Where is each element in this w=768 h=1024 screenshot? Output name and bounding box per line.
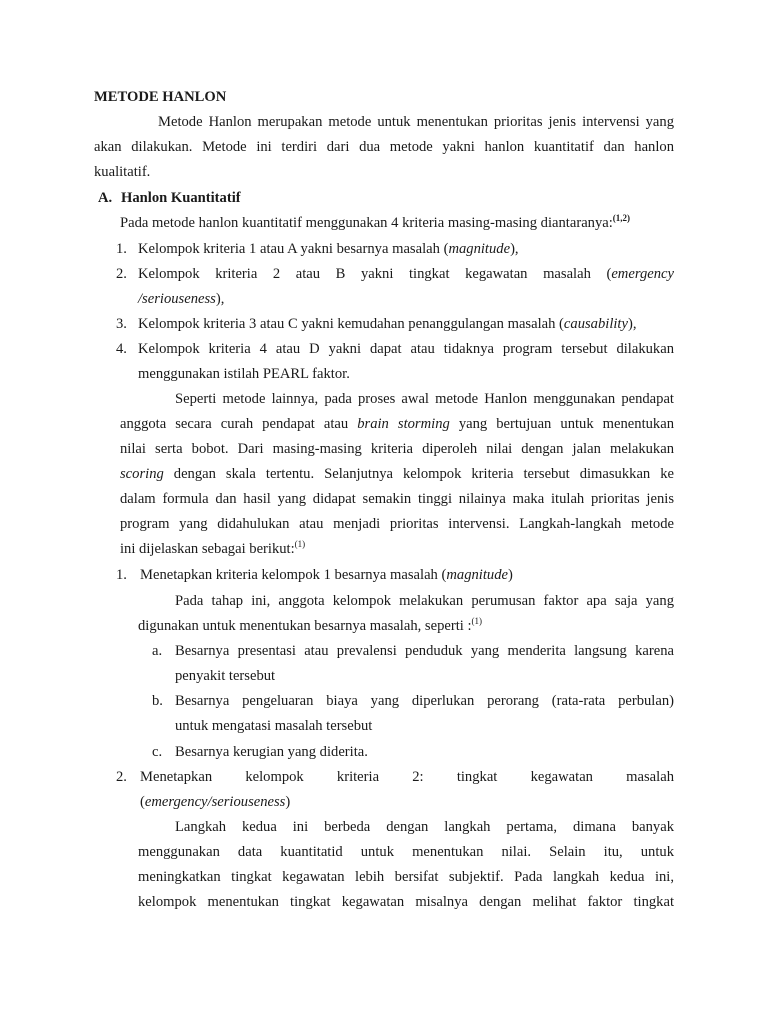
para2-line-7: ini dijelaskan sebagai berikut:$^{(1)}$	[120, 539, 306, 557]
sub-item-c-line-1: Besarnya kerugian yang diderita.	[175, 744, 368, 760]
criteria-number: 3.	[116, 316, 127, 332]
sub-item-marker: c.	[152, 744, 163, 760]
step2-para-line-3: meningkatkan tingkat kegawatan lebih bersifat subjektif. Pada langkah kedua ini,	[138, 869, 674, 885]
section-a-lead-text: Pada metode hanlon kuantitatif menggunakan 4 kriteria masing-masing diantaranya:	[120, 215, 613, 231]
citation-sup: (1,2)	[612, 213, 631, 223]
para2-line-2: anggota secara curah pendapat atau brain storming yang bertujuan untuk menentukan	[120, 416, 674, 432]
criteria-item-2: Kelompok kriteria 2 atau B yakni tingkat kegawatan masalah (emergency	[138, 266, 674, 282]
sub-item-marker: a.	[152, 643, 163, 659]
step1-para-line-1: Pada tahap ini, anggota kelompok melakukan perumusan faktor apa saja yang	[175, 593, 674, 609]
step1-heading: Menetapkan kriteria kelompok 1 besarnya masalah (magnitude)	[140, 567, 513, 583]
para2-line-6: program yang didahulukan atau menjadi prioritas intervensi. Langkah-langkah metode	[120, 516, 674, 532]
criteria-number: 4.	[116, 341, 127, 357]
step-number: 1.	[116, 567, 127, 583]
intro-line-2: akan dilakukan. Metode ini terdiri dari dua metode yakni hanlon kuantitatif dan hanlon	[94, 139, 674, 155]
criteria-item-2-cont: /seriouseness),	[138, 291, 225, 307]
intro-line-3: kualitatif.	[94, 164, 151, 180]
section-a-heading: Hanlon Kuantitatif	[121, 190, 241, 206]
section-a-marker: A.	[98, 190, 113, 206]
sub-item-b-line-1: Besarnya pengeluaran biaya yang diperlukan perorang (rata-rata perbulan)	[175, 693, 674, 709]
citation-sup: (1)	[294, 539, 306, 549]
para2-line-3: nilai serta bobot. Dari masing-masing kriteria diperoleh nilai dengan jalan melakukan	[120, 441, 674, 457]
sub-item-a-line-1: Besarnya presentasi atau prevalensi penduduk yang menderita langsung karena	[175, 643, 674, 659]
intro-line-1: Metode Hanlon merupakan metode untuk menentukan prioritas jenis intervensi yang	[158, 114, 674, 130]
para2-line-4: scoring dengan skala tertentu. Selanjutnya kelompok kriteria tersebut dimasukkan ke	[120, 466, 674, 482]
criteria-item-4-cont: menggunakan istilah PEARL faktor.	[138, 366, 350, 382]
para2-line-1: Seperti metode lainnya, pada proses awal metode Hanlon menggunakan pendapat	[175, 391, 674, 407]
step2-para-line-2: menggunakan data kuantitatid untuk menentukan nilai. Selain itu, untuk	[138, 844, 674, 860]
step2-heading-line-2: (emergency/seriouseness)	[140, 794, 291, 810]
section-a-lead	[120, 214, 630, 232]
criteria-number: 2.	[116, 266, 127, 282]
step2-heading-line-1: Menetapkan kelompok kriteria 2: tingkat kegawatan masalah	[140, 769, 674, 785]
criteria-number: 1.	[116, 241, 127, 257]
citation-sup: (1)	[471, 616, 483, 626]
step2-para-line-4: kelompok menentukan tingkat kegawatan misalnya dengan melihat faktor tingkat	[138, 894, 674, 910]
sub-item-a-line-2: penyakit tersebut	[175, 668, 276, 684]
document-title: METODE HANLON	[94, 89, 227, 105]
step2-para-line-1: Langkah kedua ini berbeda dengan langkah pertama, dimana banyak	[175, 819, 674, 835]
para2-line-5: dalam formula dan hasil yang didapat semakin tinggi nilainya maka itulah prioritas jenis	[120, 491, 674, 507]
sub-item-b-line-2: untuk mengatasi masalah tersebut	[175, 718, 373, 734]
sub-item-marker: b.	[152, 693, 163, 709]
criteria-item-3: Kelompok kriteria 3 atau C yakni kemudahan penanggulangan masalah (causability),	[138, 316, 637, 332]
step-number: 2.	[116, 769, 127, 785]
criteria-item-4: Kelompok kriteria 4 atau D yakni dapat atau tidaknya program tersebut dilakukan	[138, 341, 674, 357]
criteria-item-1: Kelompok kriteria 1 atau A yakni besarnya masalah (magnitude),	[138, 241, 519, 257]
step1-para-line-2: digunakan untuk menentukan besarnya masalah, seperti :$^{(1)}$	[138, 616, 483, 634]
